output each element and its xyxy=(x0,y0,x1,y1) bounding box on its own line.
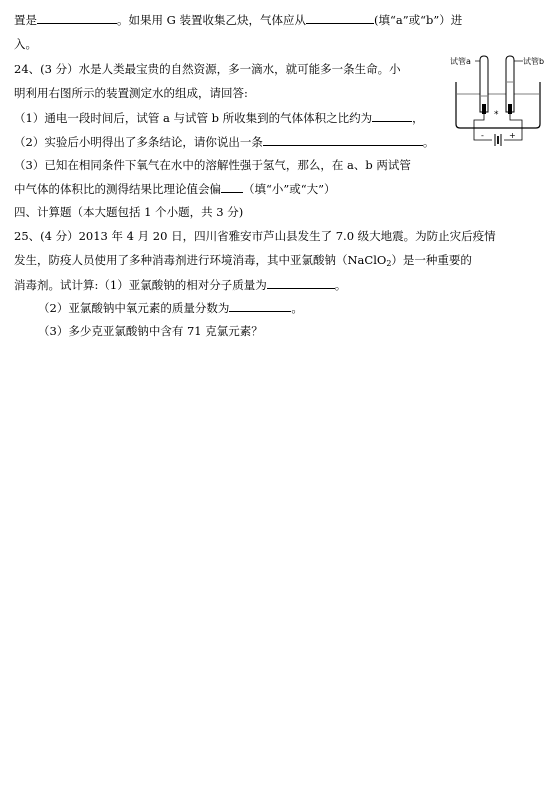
answer-blank[interactable] xyxy=(37,12,117,24)
question-25-part-3: （3）多少克亚氯酸钠中含有 71 克氯元素？ xyxy=(38,324,263,338)
answer-blank[interactable] xyxy=(221,181,243,193)
plus-sign: + xyxy=(509,131,516,140)
answer-blank[interactable] xyxy=(372,110,412,122)
question-24-part-2: （2）实验后小明得出了多条结论，请你说出一条 。 xyxy=(14,135,435,149)
question-25-stem-2: 发生，防疫人员使用了多种消毒剂进行环境消毒，其中亚氯酸钠（NaClO$_2$）是一种重要的 xyxy=(14,253,472,268)
svg-text:*: * xyxy=(494,110,499,120)
question-25-stem-1: 25、(4 分）2013 年 4 月 20 日，四川省雅安市芦山县发生了 7.0 级大地震。为防止灾后疫情 xyxy=(14,229,496,243)
question-24-part-3-cont: 中气体的体积比的测得结果比理论值会偏 （填“小”或“大”） xyxy=(14,182,336,196)
electrolysis-apparatus-figure xyxy=(448,52,548,150)
answer-blank[interactable] xyxy=(306,12,374,24)
answer-blank[interactable] xyxy=(267,277,335,289)
question-25-part-2: （2）亚氯酸钠中氧元素的质量分数为 。 xyxy=(38,301,303,315)
question-24-part-3: （3）已知在相同条件下氧气在水中的溶解性强于氢气，那么，在 a、b 两试管 xyxy=(14,158,411,172)
section-4-heading: 四、计算题（本大题包括 1 个小题，共 3 分) xyxy=(14,205,244,219)
tube-a-label: 试管a xyxy=(450,57,471,66)
question-24-stem-1: 24、(3 分）水是人类最宝贵的自然资源，多一滴水，就可能多一条生命。小 xyxy=(14,62,401,76)
minus-sign: - xyxy=(481,131,484,140)
tube-b-label: 试管b xyxy=(523,57,545,66)
question-24-stem-2: 明利用右图所示的装置测定水的组成，请回答: xyxy=(14,86,248,100)
question-24-part-1: （1）通电一段时间后，试管 a 与试管 b 所收集到的气体体积之比约为 ， xyxy=(14,111,424,125)
answer-blank[interactable] xyxy=(263,134,423,146)
line-apparatus-end: 置是 。如果用 G 装置收集乙炔，气体应从 (填“a”或“b”）进 xyxy=(14,13,463,27)
line-enter: 入。 xyxy=(14,37,37,51)
answer-blank[interactable] xyxy=(229,300,291,312)
question-25-part-1: 消毒剂。试计算:（1）亚氯酸钠的相对分子质量为 。 xyxy=(14,278,347,292)
